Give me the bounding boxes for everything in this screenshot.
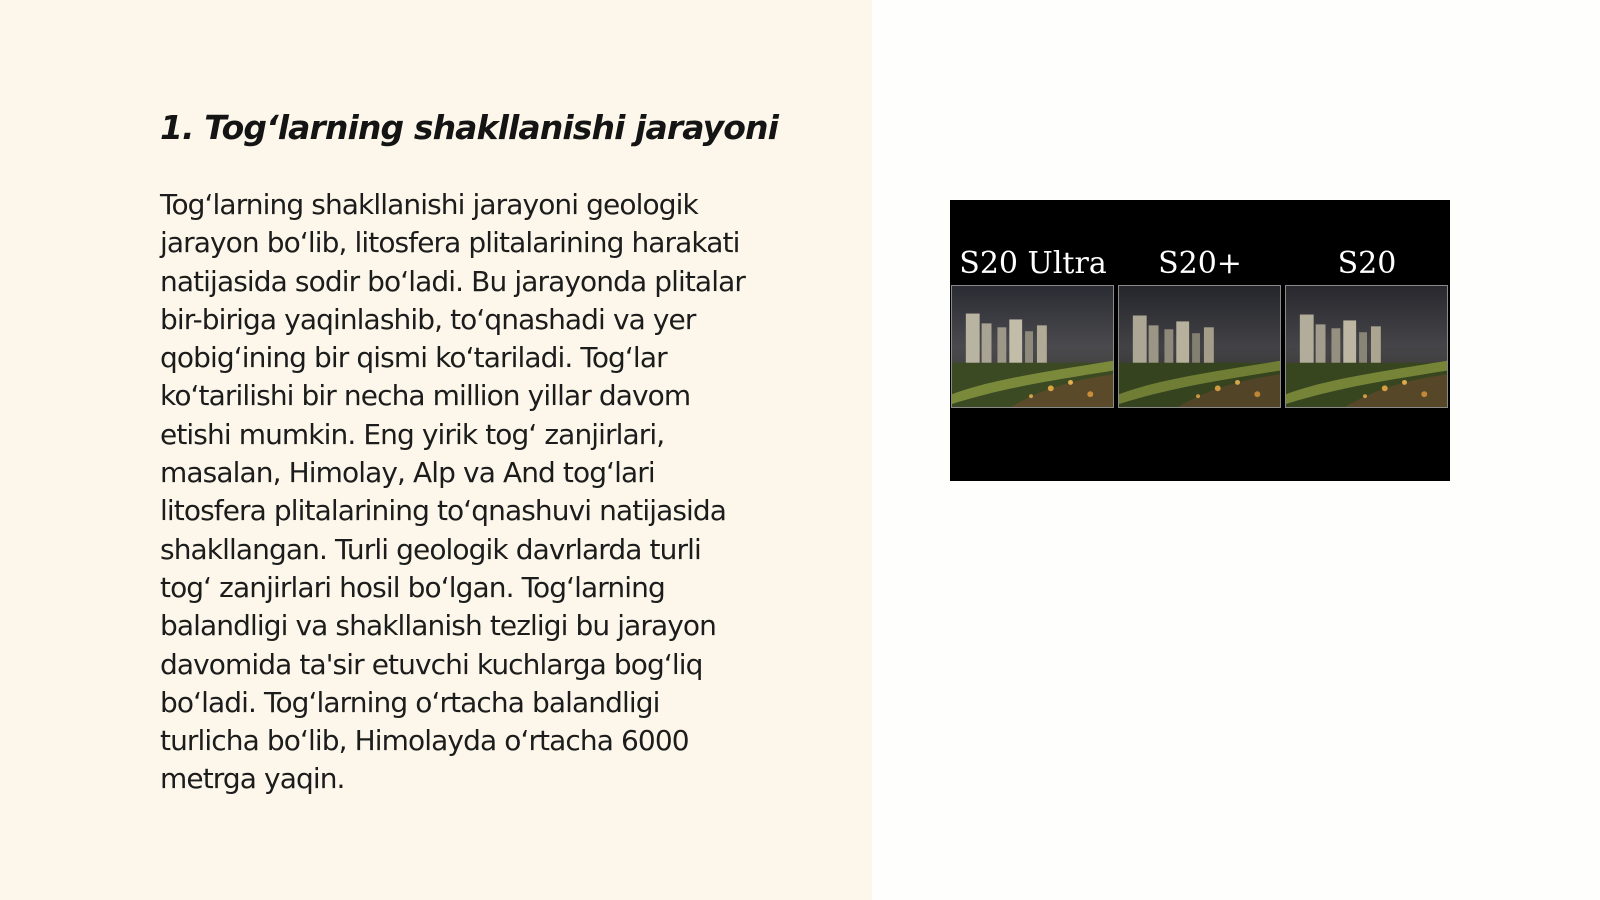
body-line: bir-biriga yaqinlashib, to‘qnashadi va yer xyxy=(160,302,696,336)
figure-label-s20: S20 xyxy=(1337,246,1397,281)
body-line: masalan, Himolay, Alp va And tog‘lari xyxy=(160,456,655,490)
body-line: shakllangan. Turli geologik davrlarda turli xyxy=(160,532,701,566)
figure-label-s20-ultra: S20 Ultra xyxy=(959,246,1107,281)
slide-body-text xyxy=(160,186,840,799)
body-line: tog‘ zanjirlari hosil bo‘lgan. Tog‘larning xyxy=(160,570,665,604)
body-line: natijasida sodir bo‘ladi. Bu jarayonda plitalar xyxy=(160,264,745,298)
body-line: bo‘ladi. Tog‘larning o‘rtacha balandligi xyxy=(160,685,660,719)
body-line: ko‘tarilishi bir necha million yillar davom xyxy=(160,379,691,413)
body-line: turlicha bo‘lib, Himolayda o‘rtacha 6000 xyxy=(160,724,689,758)
body-line: etishi mumkin. Eng yirik tog‘ zanjirlari, xyxy=(160,417,665,451)
body-line: qobig‘ining bir qismi ko‘tariladi. Tog‘lar xyxy=(160,341,667,375)
slide-title: 1. Tog‘larning shakllanishi jarayoni xyxy=(160,108,779,147)
night-city-photo-icon xyxy=(951,285,1114,408)
body-line: Tog‘larning shakllanishi jarayoni geologik xyxy=(160,188,698,221)
camera-comparison-image xyxy=(950,200,1450,481)
night-city-photo-icon xyxy=(1118,285,1281,408)
body-line: metrga yaqin. xyxy=(160,762,345,796)
figure-label-s20-plus: S20+ xyxy=(1158,246,1242,281)
body-line: balandligi va shakllanish tezligi bu jarayon xyxy=(160,609,717,643)
body-line: jarayon bo‘lib, litosfera plitalarining harakati xyxy=(160,226,740,260)
body-line: litosfera plitalarining to‘qnashuvi natijasida xyxy=(160,494,727,528)
body-line: davomida ta'sir etuvchi kuchlarga bog‘liq xyxy=(160,647,703,681)
night-city-photo-icon xyxy=(1285,285,1448,408)
